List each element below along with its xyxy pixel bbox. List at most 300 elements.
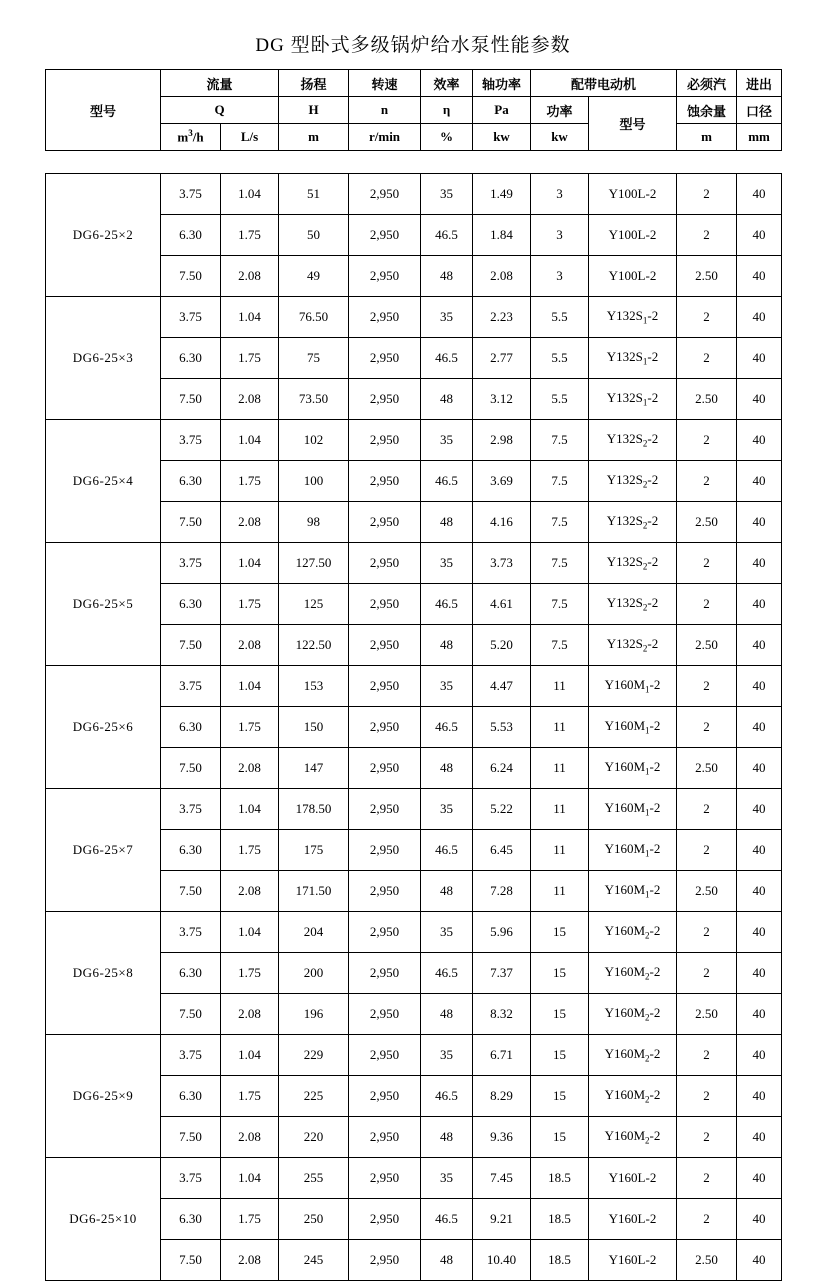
cell-motor-model: Y100L-2 <box>589 256 677 297</box>
cell-npsh: 2 <box>677 174 737 215</box>
cell-motor-model: $Y132S_2-2$ <box>589 502 677 543</box>
header-npsh-unit: m <box>677 124 737 151</box>
cell-head: 98 <box>279 502 349 543</box>
cell-motor-power: 11 <box>531 707 589 748</box>
cell-speed: 2,950 <box>349 912 421 953</box>
cell-flow-ls: 2.08 <box>221 1117 279 1158</box>
cell-speed: 2,950 <box>349 420 421 461</box>
header-diameter-unit: mm <box>737 124 782 151</box>
cell-pump-model: DG6-25×3 <box>46 297 161 420</box>
cell-pump-model: DG6-25×7 <box>46 789 161 912</box>
header-motor-power: 功率 <box>531 97 589 124</box>
cell-efficiency: 48 <box>421 748 473 789</box>
cell-flow-m3h: 7.50 <box>161 502 221 543</box>
cell-flow-m3h: 7.50 <box>161 256 221 297</box>
cell-diameter: 40 <box>737 420 782 461</box>
cell-motor-power: 3 <box>531 256 589 297</box>
cell-shaft-power: 4.16 <box>473 502 531 543</box>
performance-data-table <box>45 173 782 1281</box>
cell-flow-ls: 2.08 <box>221 748 279 789</box>
cell-flow-m3h: 3.75 <box>161 912 221 953</box>
cell-speed: 2,950 <box>349 707 421 748</box>
header-head-unit: m <box>279 124 349 151</box>
cell-shaft-power: 10.40 <box>473 1240 531 1281</box>
cell-flow-m3h: 6.30 <box>161 953 221 994</box>
cell-diameter: 40 <box>737 1199 782 1240</box>
cell-flow-ls: 1.75 <box>221 1076 279 1117</box>
cell-efficiency: 35 <box>421 789 473 830</box>
cell-head: 245 <box>279 1240 349 1281</box>
cell-speed: 2,950 <box>349 625 421 666</box>
cell-speed: 2,950 <box>349 584 421 625</box>
cell-efficiency: 35 <box>421 297 473 338</box>
cell-motor-model: $Y132S_1-2$ <box>589 379 677 420</box>
cell-shaft-power: 8.29 <box>473 1076 531 1117</box>
cell-npsh: 2.50 <box>677 256 737 297</box>
cell-shaft-power: 6.71 <box>473 1035 531 1076</box>
cell-motor-power: 15 <box>531 994 589 1035</box>
cell-motor-model: $Y160M_1-2$ <box>589 707 677 748</box>
cell-flow-m3h: 3.75 <box>161 666 221 707</box>
cell-npsh: 2 <box>677 1199 737 1240</box>
cell-speed: 2,950 <box>349 543 421 584</box>
cell-speed: 2,950 <box>349 1158 421 1199</box>
cell-motor-model: $Y132S_2-2$ <box>589 543 677 584</box>
page-title: DG 型卧式多级锅炉给水泵性能参数 <box>255 35 571 56</box>
cell-flow-m3h: 7.50 <box>161 871 221 912</box>
cell-npsh: 2 <box>677 215 737 256</box>
cell-diameter: 40 <box>737 297 782 338</box>
cell-shaft-power: 3.69 <box>473 461 531 502</box>
cell-shaft-power: 5.53 <box>473 707 531 748</box>
cell-motor-power: 11 <box>531 830 589 871</box>
cell-speed: 2,950 <box>349 666 421 707</box>
cell-diameter: 40 <box>737 1076 782 1117</box>
cell-efficiency: 35 <box>421 1158 473 1199</box>
cell-motor-model: $Y132S_2-2$ <box>589 625 677 666</box>
cell-head: 178.50 <box>279 789 349 830</box>
cell-flow-ls: 1.04 <box>221 174 279 215</box>
cell-diameter: 40 <box>737 215 782 256</box>
cell-npsh: 2 <box>677 707 737 748</box>
cell-efficiency: 48 <box>421 379 473 420</box>
cell-motor-power: 15 <box>531 1076 589 1117</box>
cell-shaft-power: 3.73 <box>473 543 531 584</box>
cell-head: 250 <box>279 1199 349 1240</box>
cell-flow-ls: 1.04 <box>221 297 279 338</box>
cell-speed: 2,950 <box>349 871 421 912</box>
cell-npsh: 2 <box>677 953 737 994</box>
cell-flow-m3h: 7.50 <box>161 1240 221 1281</box>
cell-npsh: 2.50 <box>677 994 737 1035</box>
cell-motor-model: Y100L-2 <box>589 174 677 215</box>
cell-shaft-power: 6.45 <box>473 830 531 871</box>
cell-efficiency: 46.5 <box>421 953 473 994</box>
cell-flow-ls: 2.08 <box>221 994 279 1035</box>
cell-diameter: 40 <box>737 584 782 625</box>
header-efficiency-symbol: η <box>421 97 473 124</box>
cell-npsh: 2 <box>677 420 737 461</box>
cell-head: 255 <box>279 1158 349 1199</box>
cell-efficiency: 46.5 <box>421 338 473 379</box>
cell-pump-model: DG6-25×8 <box>46 912 161 1035</box>
cell-diameter: 40 <box>737 379 782 420</box>
cell-diameter: 40 <box>737 1240 782 1281</box>
cell-pump-model: DG6-25×10 <box>46 1158 161 1281</box>
cell-speed: 2,950 <box>349 1076 421 1117</box>
cell-npsh: 2 <box>677 338 737 379</box>
cell-efficiency: 35 <box>421 174 473 215</box>
cell-npsh: 2 <box>677 666 737 707</box>
cell-npsh: 2 <box>677 1117 737 1158</box>
table-row <box>46 912 782 953</box>
cell-efficiency: 35 <box>421 666 473 707</box>
cell-motor-model: $Y160M_2-2$ <box>589 1076 677 1117</box>
cell-motor-power: 7.5 <box>531 420 589 461</box>
cell-pump-model: DG6-25×2 <box>46 174 161 297</box>
cell-flow-m3h: 3.75 <box>161 543 221 584</box>
cell-npsh: 2 <box>677 461 737 502</box>
cell-efficiency: 46.5 <box>421 584 473 625</box>
cell-flow-m3h: 3.75 <box>161 789 221 830</box>
header-motor-power-unit: kw <box>531 124 589 151</box>
cell-flow-ls: 1.04 <box>221 1035 279 1076</box>
cell-shaft-power: 9.21 <box>473 1199 531 1240</box>
cell-speed: 2,950 <box>349 1035 421 1076</box>
cell-motor-model: Y100L-2 <box>589 215 677 256</box>
cell-motor-power: 11 <box>531 748 589 789</box>
cell-flow-m3h: 7.50 <box>161 625 221 666</box>
cell-head: 150 <box>279 707 349 748</box>
table-header-block <box>45 69 782 151</box>
cell-head: 200 <box>279 953 349 994</box>
cell-head: 76.50 <box>279 297 349 338</box>
cell-flow-ls: 1.04 <box>221 912 279 953</box>
cell-head: 147 <box>279 748 349 789</box>
cell-head: 229 <box>279 1035 349 1076</box>
cell-speed: 2,950 <box>349 297 421 338</box>
cell-head: 220 <box>279 1117 349 1158</box>
cell-flow-ls: 2.08 <box>221 871 279 912</box>
cell-flow-m3h: 3.75 <box>161 1035 221 1076</box>
cell-flow-ls: 1.75 <box>221 215 279 256</box>
cell-diameter: 40 <box>737 994 782 1035</box>
cell-npsh: 2 <box>677 1076 737 1117</box>
cell-efficiency: 48 <box>421 502 473 543</box>
cell-flow-m3h: 6.30 <box>161 461 221 502</box>
cell-diameter: 40 <box>737 174 782 215</box>
cell-flow-m3h: 3.75 <box>161 174 221 215</box>
cell-shaft-power: 7.28 <box>473 871 531 912</box>
header-npsh-line1: 必须汽 <box>677 70 737 97</box>
header-head-symbol: H <box>279 97 349 124</box>
cell-diameter: 40 <box>737 461 782 502</box>
cell-flow-m3h: 3.75 <box>161 297 221 338</box>
header-diameter-line1: 进出 <box>737 70 782 97</box>
cell-head: 122.50 <box>279 625 349 666</box>
cell-speed: 2,950 <box>349 174 421 215</box>
cell-motor-power: 7.5 <box>531 461 589 502</box>
cell-motor-power: 11 <box>531 666 589 707</box>
cell-flow-m3h: 7.50 <box>161 748 221 789</box>
cell-motor-model: $Y160M_2-2$ <box>589 1117 677 1158</box>
header-head: 扬程 <box>279 70 349 97</box>
cell-motor-power: 18.5 <box>531 1199 589 1240</box>
cell-shaft-power: 2.77 <box>473 338 531 379</box>
table-row <box>46 1035 782 1076</box>
cell-shaft-power: 5.20 <box>473 625 531 666</box>
table-row <box>46 666 782 707</box>
cell-motor-power: 15 <box>531 953 589 994</box>
cell-flow-ls: 1.04 <box>221 789 279 830</box>
cell-diameter: 40 <box>737 502 782 543</box>
cell-efficiency: 46.5 <box>421 1199 473 1240</box>
cell-efficiency: 48 <box>421 994 473 1035</box>
cell-head: 204 <box>279 912 349 953</box>
cell-shaft-power: 2.08 <box>473 256 531 297</box>
cell-speed: 2,950 <box>349 215 421 256</box>
cell-motor-model: $Y132S_1-2$ <box>589 338 677 379</box>
cell-diameter: 40 <box>737 707 782 748</box>
cell-head: 171.50 <box>279 871 349 912</box>
header-speed-unit: r/min <box>349 124 421 151</box>
cell-flow-m3h: 6.30 <box>161 1076 221 1117</box>
cell-efficiency: 48 <box>421 256 473 297</box>
cell-speed: 2,950 <box>349 502 421 543</box>
cell-flow-m3h: 7.50 <box>161 1117 221 1158</box>
cell-npsh: 2 <box>677 543 737 584</box>
cell-motor-power: 5.5 <box>531 297 589 338</box>
cell-efficiency: 46.5 <box>421 215 473 256</box>
cell-npsh: 2 <box>677 912 737 953</box>
cell-speed: 2,950 <box>349 1117 421 1158</box>
cell-motor-model: Y160L-2 <box>589 1240 677 1281</box>
cell-diameter: 40 <box>737 1158 782 1199</box>
cell-motor-power: 7.5 <box>531 625 589 666</box>
cell-diameter: 40 <box>737 748 782 789</box>
cell-motor-model: $Y132S_2-2$ <box>589 420 677 461</box>
cell-npsh: 2 <box>677 1035 737 1076</box>
header-body-gap <box>45 151 781 173</box>
cell-motor-model: $Y160M_1-2$ <box>589 748 677 789</box>
cell-motor-model: $Y160M_2-2$ <box>589 953 677 994</box>
cell-speed: 2,950 <box>349 256 421 297</box>
cell-shaft-power: 2.23 <box>473 297 531 338</box>
cell-npsh: 2.50 <box>677 748 737 789</box>
table-row <box>46 297 782 338</box>
cell-motor-power: 3 <box>531 215 589 256</box>
cell-speed: 2,950 <box>349 461 421 502</box>
cell-head: 127.50 <box>279 543 349 584</box>
cell-diameter: 40 <box>737 256 782 297</box>
cell-flow-ls: 2.08 <box>221 379 279 420</box>
cell-efficiency: 48 <box>421 625 473 666</box>
cell-flow-m3h: 6.30 <box>161 707 221 748</box>
cell-efficiency: 48 <box>421 1240 473 1281</box>
cell-motor-power: 15 <box>531 1035 589 1076</box>
cell-motor-model: $Y160M_1-2$ <box>589 789 677 830</box>
cell-efficiency: 46.5 <box>421 461 473 502</box>
cell-speed: 2,950 <box>349 379 421 420</box>
cell-shaft-power: 1.84 <box>473 215 531 256</box>
cell-npsh: 2.50 <box>677 1240 737 1281</box>
cell-head: 100 <box>279 461 349 502</box>
cell-motor-power: 3 <box>531 174 589 215</box>
cell-pump-model: DG6-25×9 <box>46 1035 161 1158</box>
cell-head: 225 <box>279 1076 349 1117</box>
cell-motor-power: 15 <box>531 1117 589 1158</box>
header-efficiency-unit: % <box>421 124 473 151</box>
cell-motor-model: $Y132S_1-2$ <box>589 297 677 338</box>
cell-head: 196 <box>279 994 349 1035</box>
header-model: 型号 <box>46 70 161 151</box>
header-motor: 配带电动机 <box>531 70 677 97</box>
cell-flow-m3h: 7.50 <box>161 379 221 420</box>
cell-motor-model: $Y160M_1-2$ <box>589 871 677 912</box>
header-speed: 转速 <box>349 70 421 97</box>
cell-shaft-power: 5.22 <box>473 789 531 830</box>
cell-shaft-power: 4.47 <box>473 666 531 707</box>
cell-motor-power: 7.5 <box>531 502 589 543</box>
cell-diameter: 40 <box>737 543 782 584</box>
cell-head: 49 <box>279 256 349 297</box>
header-flow: 流量 <box>161 70 279 97</box>
cell-shaft-power: 7.37 <box>473 953 531 994</box>
cell-flow-ls: 2.08 <box>221 502 279 543</box>
cell-head: 102 <box>279 420 349 461</box>
cell-flow-ls: 1.04 <box>221 666 279 707</box>
cell-motor-power: 18.5 <box>531 1240 589 1281</box>
cell-motor-power: 7.5 <box>531 584 589 625</box>
cell-efficiency: 48 <box>421 871 473 912</box>
cell-flow-ls: 2.08 <box>221 256 279 297</box>
cell-flow-m3h: 6.30 <box>161 584 221 625</box>
cell-flow-ls: 1.75 <box>221 707 279 748</box>
cell-flow-m3h: 6.30 <box>161 830 221 871</box>
cell-motor-power: 11 <box>531 871 589 912</box>
cell-flow-ls: 1.75 <box>221 1199 279 1240</box>
cell-efficiency: 35 <box>421 912 473 953</box>
cell-flow-m3h: 6.30 <box>161 215 221 256</box>
cell-head: 50 <box>279 215 349 256</box>
cell-motor-model: $Y160M_2-2$ <box>589 1035 677 1076</box>
cell-npsh: 2.50 <box>677 379 737 420</box>
cell-pump-model: DG6-25×6 <box>46 666 161 789</box>
cell-head: 75 <box>279 338 349 379</box>
cell-efficiency: 48 <box>421 1117 473 1158</box>
cell-speed: 2,950 <box>349 789 421 830</box>
cell-head: 73.50 <box>279 379 349 420</box>
cell-shaft-power: 9.36 <box>473 1117 531 1158</box>
table-row <box>46 789 782 830</box>
cell-npsh: 2 <box>677 584 737 625</box>
cell-shaft-power: 5.96 <box>473 912 531 953</box>
cell-shaft-power: 8.32 <box>473 994 531 1035</box>
cell-shaft-power: 7.45 <box>473 1158 531 1199</box>
cell-speed: 2,950 <box>349 338 421 379</box>
cell-diameter: 40 <box>737 871 782 912</box>
header-efficiency: 效率 <box>421 70 473 97</box>
cell-speed: 2,950 <box>349 1240 421 1281</box>
cell-diameter: 40 <box>737 912 782 953</box>
header-row-1 <box>46 70 782 97</box>
cell-efficiency: 35 <box>421 1035 473 1076</box>
table-row <box>46 420 782 461</box>
cell-shaft-power: 2.98 <box>473 420 531 461</box>
cell-head: 125 <box>279 584 349 625</box>
cell-motor-model: $Y160M_1-2$ <box>589 830 677 871</box>
header-flow-symbol: Q <box>161 97 279 124</box>
cell-diameter: 40 <box>737 666 782 707</box>
cell-motor-model: Y160L-2 <box>589 1158 677 1199</box>
cell-efficiency: 35 <box>421 543 473 584</box>
cell-flow-ls: 1.04 <box>221 1158 279 1199</box>
cell-diameter: 40 <box>737 953 782 994</box>
header-diameter-line2: 口径 <box>737 97 782 124</box>
cell-shaft-power: 1.49 <box>473 174 531 215</box>
cell-flow-m3h: 3.75 <box>161 420 221 461</box>
header-shaft-power-unit: kw <box>473 124 531 151</box>
cell-npsh: 2.50 <box>677 502 737 543</box>
cell-diameter: 40 <box>737 625 782 666</box>
cell-motor-power: 18.5 <box>531 1158 589 1199</box>
cell-motor-power: 5.5 <box>531 338 589 379</box>
cell-motor-power: 5.5 <box>531 379 589 420</box>
cell-motor-model: $Y160M_2-2$ <box>589 994 677 1035</box>
cell-npsh: 2 <box>677 297 737 338</box>
cell-efficiency: 35 <box>421 420 473 461</box>
cell-head: 153 <box>279 666 349 707</box>
cell-flow-m3h: 3.75 <box>161 1158 221 1199</box>
cell-diameter: 40 <box>737 830 782 871</box>
cell-flow-ls: 1.75 <box>221 338 279 379</box>
cell-diameter: 40 <box>737 789 782 830</box>
cell-npsh: 2.50 <box>677 871 737 912</box>
cell-efficiency: 46.5 <box>421 830 473 871</box>
cell-head: 51 <box>279 174 349 215</box>
cell-flow-ls: 1.75 <box>221 584 279 625</box>
header-npsh-line2: 蚀余量 <box>677 97 737 124</box>
header-shaft-power-symbol: Pa <box>473 97 531 124</box>
cell-diameter: 40 <box>737 1035 782 1076</box>
cell-npsh: 2.50 <box>677 625 737 666</box>
cell-motor-model: Y160L-2 <box>589 1199 677 1240</box>
cell-efficiency: 46.5 <box>421 707 473 748</box>
cell-motor-model: $Y160M_2-2$ <box>589 912 677 953</box>
cell-pump-model: DG6-25×5 <box>46 543 161 666</box>
cell-flow-ls: 1.04 <box>221 420 279 461</box>
header-motor-model: 型号 <box>589 97 677 151</box>
cell-flow-m3h: 6.30 <box>161 338 221 379</box>
cell-flow-ls: 1.75 <box>221 953 279 994</box>
header-flow-unit-m3h: $m^3/h$ <box>161 124 221 151</box>
cell-head: 175 <box>279 830 349 871</box>
cell-shaft-power: 6.24 <box>473 748 531 789</box>
cell-motor-model: $Y132S_2-2$ <box>589 461 677 502</box>
header-speed-symbol: n <box>349 97 421 124</box>
cell-speed: 2,950 <box>349 994 421 1035</box>
table-row <box>46 543 782 584</box>
cell-npsh: 2 <box>677 1158 737 1199</box>
cell-motor-power: 7.5 <box>531 543 589 584</box>
table-row <box>46 174 782 215</box>
cell-shaft-power: 3.12 <box>473 379 531 420</box>
cell-efficiency: 46.5 <box>421 1076 473 1117</box>
cell-npsh: 2 <box>677 830 737 871</box>
cell-pump-model: DG6-25×4 <box>46 420 161 543</box>
cell-flow-ls: 1.75 <box>221 461 279 502</box>
cell-speed: 2,950 <box>349 953 421 994</box>
